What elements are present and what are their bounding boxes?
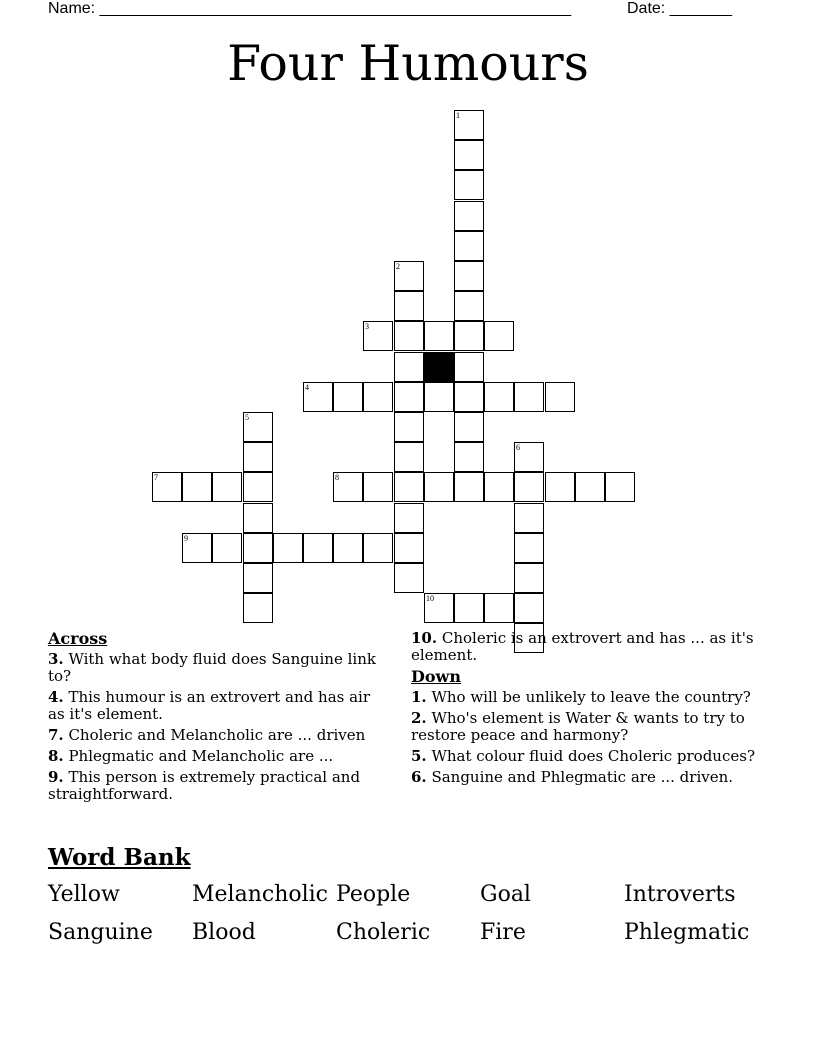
clue-text: What colour fluid does Choleric produces? bbox=[426, 747, 755, 765]
name-field-label: Name: _____________________________________________________ bbox=[48, 0, 572, 17]
grid-cell[interactable] bbox=[363, 533, 393, 563]
grid-cell[interactable] bbox=[514, 472, 544, 502]
grid-cell[interactable] bbox=[394, 321, 424, 351]
down-clue bbox=[411, 748, 756, 765]
clue-number-9: 9 bbox=[184, 534, 188, 543]
grid-cell[interactable] bbox=[273, 533, 303, 563]
grid-cell[interactable] bbox=[484, 321, 514, 351]
clue-text: Phlegmatic and Melancholic are ... bbox=[63, 747, 334, 765]
grid-cell[interactable] bbox=[182, 472, 212, 502]
clue-text: Who will be unlikely to leave the country? bbox=[426, 688, 751, 706]
grid-cell[interactable] bbox=[363, 472, 393, 502]
grid-cell[interactable] bbox=[212, 533, 242, 563]
grid-cell[interactable] bbox=[484, 382, 514, 412]
across-heading: Across bbox=[48, 629, 108, 648]
clue-number-5: 5 bbox=[245, 413, 249, 422]
grid-cell[interactable] bbox=[394, 503, 424, 533]
clue-text: With what body fluid does Sanguine link to? bbox=[48, 650, 376, 685]
clue-text: This person is extremely practical and straightforward. bbox=[48, 768, 361, 803]
clues-column-left bbox=[48, 630, 388, 807]
clue-text: Who's element is Water & wants to try to restore peace and harmony? bbox=[411, 709, 745, 744]
clue-number-4: 4 bbox=[305, 383, 309, 392]
grid-cell[interactable] bbox=[394, 442, 424, 472]
grid-cell[interactable] bbox=[243, 563, 273, 593]
grid-cell[interactable] bbox=[545, 382, 575, 412]
grid-cell[interactable] bbox=[424, 382, 454, 412]
across-clue bbox=[48, 689, 388, 723]
grid-cell[interactable] bbox=[514, 563, 544, 593]
word-bank-word: People bbox=[336, 882, 411, 907]
word-bank-title: Word Bank bbox=[48, 844, 191, 871]
clue-number: 6. bbox=[411, 768, 427, 786]
clue-number-2: 2 bbox=[396, 262, 400, 271]
clue-number-1: 1 bbox=[456, 111, 460, 120]
grid-cell[interactable] bbox=[514, 593, 544, 623]
clue-number: 2. bbox=[411, 709, 427, 727]
grid-cell[interactable] bbox=[454, 140, 484, 170]
word-bank-word: Blood bbox=[192, 920, 256, 945]
grid-cell[interactable] bbox=[454, 352, 484, 382]
clue-number-10: 10 bbox=[426, 594, 434, 603]
grid-cell[interactable] bbox=[243, 533, 273, 563]
word-bank-word: Fire bbox=[480, 920, 526, 945]
grid-cell[interactable] bbox=[454, 442, 484, 472]
grid-cell[interactable] bbox=[454, 321, 484, 351]
grid-cell[interactable] bbox=[394, 352, 424, 382]
clue-text: Choleric is an extrovert and has ... as it's element. bbox=[411, 629, 754, 664]
grid-cell[interactable] bbox=[394, 412, 424, 442]
grid-cell[interactable] bbox=[545, 472, 575, 502]
word-bank-word: Choleric bbox=[336, 920, 431, 945]
grid-cell[interactable] bbox=[394, 382, 424, 412]
grid-cell[interactable] bbox=[363, 382, 393, 412]
grid-cell[interactable] bbox=[454, 593, 484, 623]
grid-cell[interactable] bbox=[484, 593, 514, 623]
clue-number: 4. bbox=[48, 688, 64, 706]
clue-number: 5. bbox=[411, 747, 427, 765]
word-bank-word: Sanguine bbox=[48, 920, 153, 945]
grid-cell[interactable] bbox=[454, 170, 484, 200]
across-clue bbox=[411, 630, 756, 664]
grid-cell[interactable] bbox=[333, 382, 363, 412]
across-clue bbox=[48, 727, 388, 744]
grid-cell[interactable] bbox=[605, 472, 635, 502]
grid-cell[interactable] bbox=[514, 503, 544, 533]
grid-cell[interactable] bbox=[243, 442, 273, 472]
grid-cell[interactable] bbox=[394, 533, 424, 563]
grid-cell[interactable] bbox=[394, 472, 424, 502]
grid-cell[interactable] bbox=[303, 533, 333, 563]
word-bank-word: Goal bbox=[480, 882, 531, 907]
down-clue bbox=[411, 710, 756, 744]
grid-cell[interactable] bbox=[454, 412, 484, 442]
clue-number-7: 7 bbox=[154, 473, 158, 482]
grid-cell[interactable] bbox=[454, 472, 484, 502]
grid-cell[interactable] bbox=[454, 291, 484, 321]
clue-number: 3. bbox=[48, 650, 64, 668]
clue-text: Sanguine and Phlegmatic are ... driven. bbox=[426, 768, 734, 786]
word-bank-word: Introverts bbox=[624, 882, 736, 907]
grid-cell[interactable] bbox=[454, 231, 484, 261]
across-clue bbox=[48, 748, 388, 765]
across-clue bbox=[48, 651, 388, 685]
clue-number: 9. bbox=[48, 768, 64, 786]
clue-number: 8. bbox=[48, 747, 64, 765]
clue-number-8: 8 bbox=[335, 473, 339, 482]
clues-column-right bbox=[411, 630, 756, 790]
grid-cell[interactable] bbox=[243, 593, 273, 623]
grid-cell[interactable] bbox=[243, 472, 273, 502]
grid-cell[interactable] bbox=[424, 321, 454, 351]
grid-cell[interactable] bbox=[454, 382, 484, 412]
word-bank-word: Phlegmatic bbox=[624, 920, 750, 945]
clue-number: 10. bbox=[411, 629, 438, 647]
clue-text: Choleric and Melancholic are ... driven bbox=[63, 726, 366, 744]
grid-cell[interactable] bbox=[394, 563, 424, 593]
down-clue bbox=[411, 769, 756, 786]
grid-cell[interactable] bbox=[394, 291, 424, 321]
page-title: Four Humours bbox=[227, 35, 589, 92]
grid-cell[interactable] bbox=[212, 472, 242, 502]
across-clue bbox=[48, 769, 388, 803]
grid-cell[interactable] bbox=[333, 533, 363, 563]
black-cell bbox=[424, 352, 454, 382]
grid-cell[interactable] bbox=[514, 533, 544, 563]
grid-cell[interactable] bbox=[243, 503, 273, 533]
grid-cell[interactable] bbox=[514, 382, 544, 412]
clue-number: 1. bbox=[411, 688, 427, 706]
grid-cell[interactable] bbox=[454, 201, 484, 231]
grid-cell[interactable] bbox=[424, 472, 454, 502]
grid-cell[interactable] bbox=[484, 472, 514, 502]
word-bank-word: Yellow bbox=[48, 882, 120, 907]
down-clue bbox=[411, 689, 756, 706]
clue-number-6: 6 bbox=[516, 443, 520, 452]
grid-cell[interactable] bbox=[575, 472, 605, 502]
down-heading: Down bbox=[411, 667, 461, 686]
clue-text: This humour is an extrovert and has air as it's element. bbox=[48, 688, 371, 723]
clue-number: 7. bbox=[48, 726, 64, 744]
clue-number-3: 3 bbox=[365, 322, 369, 331]
word-bank-word: Melancholic bbox=[192, 882, 328, 907]
grid-cell[interactable] bbox=[454, 261, 484, 291]
date-field-label: Date: _______ bbox=[627, 0, 732, 17]
